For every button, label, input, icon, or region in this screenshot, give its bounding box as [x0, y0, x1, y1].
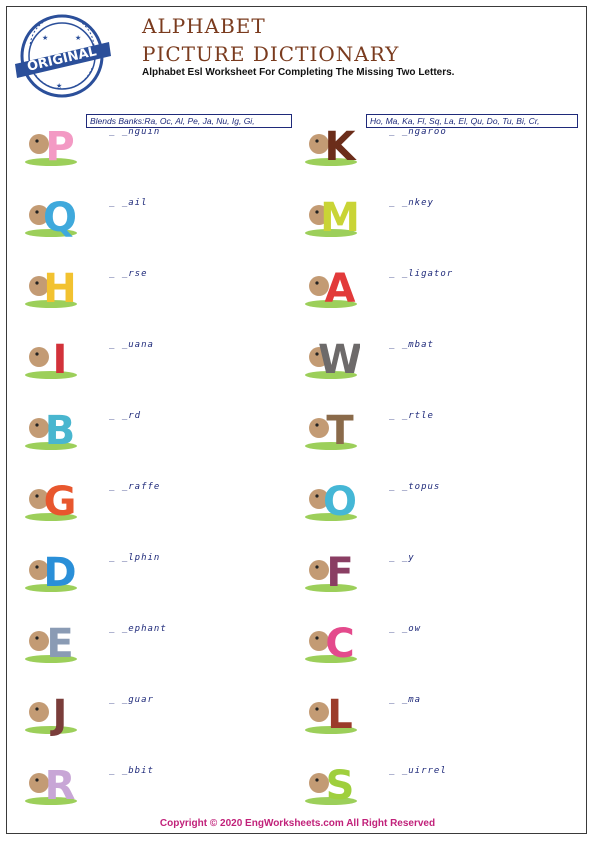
svg-text:Q: Q [42, 195, 78, 239]
svg-text:I: I [52, 337, 68, 381]
dictionary-entry [22, 536, 252, 594]
svg-text:B: B [44, 408, 76, 452]
dictionary-entry [22, 749, 252, 807]
missing-letters-word: _ _raffe [109, 482, 161, 492]
missing-letters-word: _ _bbit [109, 766, 154, 776]
missing-letters-word: _ _ma [389, 695, 422, 705]
animal-letter-picture [302, 181, 360, 239]
dictionary-entry [22, 181, 252, 239]
dictionary-entry [22, 607, 252, 665]
blends-bank-right: Ho, Ma, Ka, Fl, Sq, La, El, Qu, Do, Tu, Bi, Cr, [366, 114, 578, 128]
dictionary-entry [302, 465, 532, 523]
animal-letter-picture [22, 465, 80, 523]
dictionary-entry [22, 110, 252, 168]
svg-text:J: J [52, 692, 68, 736]
animal-letter-picture [22, 749, 80, 807]
copyright-footer: Copyright © 2020 EngWorksheets.com All Right Reserved [159, 818, 436, 829]
animal-letter-picture [302, 465, 360, 523]
svg-text:G: G [43, 479, 77, 523]
animal-letter-picture [302, 394, 360, 452]
dictionary-entry [302, 678, 532, 736]
animal-letter-picture [302, 678, 360, 736]
missing-letters-word: _ _nkey [389, 198, 434, 208]
animal-letter-picture [22, 536, 80, 594]
svg-text:T: T [326, 408, 354, 452]
dictionary-entry [302, 181, 532, 239]
dictionary-entry [302, 252, 532, 310]
svg-text:W: W [317, 337, 360, 381]
dictionary-entry [22, 252, 252, 310]
dictionary-entry [22, 323, 252, 381]
animal-letter-picture [302, 110, 360, 168]
missing-letters-word: _ _lphin [109, 553, 161, 563]
dictionary-entry [302, 536, 532, 594]
missing-letters-word: _ _guar [109, 695, 154, 705]
svg-text:H: H [43, 266, 77, 310]
dictionary-entry [302, 323, 532, 381]
title-picture-dictionary: PICTURE DICTIONARY [142, 42, 400, 66]
missing-letters-word: _ _rtle [389, 411, 434, 421]
animal-letter-picture [302, 607, 360, 665]
blends-bank-left: Blends Banks:Ra, Oc, Al, Pe, Ja, Nu, Ig, Gi, [86, 114, 292, 128]
svg-text:P: P [45, 124, 75, 168]
animal-letter-picture [302, 749, 360, 807]
animal-letter-picture [22, 323, 80, 381]
dictionary-entry [22, 465, 252, 523]
missing-letters-word: _ _mbat [389, 340, 434, 350]
missing-letters-word: _ _ail [109, 198, 148, 208]
svg-text:S: S [325, 763, 355, 807]
svg-text:★: ★ [42, 34, 49, 42]
dictionary-entry [302, 110, 532, 168]
svg-text:D: D [43, 550, 77, 594]
missing-letters-word: _ _ow [389, 624, 422, 634]
missing-letters-word: _ _rd [109, 411, 142, 421]
svg-text:★: ★ [56, 82, 63, 90]
missing-letters-word: _ _uana [109, 340, 154, 350]
dictionary-entry [22, 678, 252, 736]
svg-text:A: A [324, 266, 356, 310]
missing-letters-word: _ _ligator [389, 269, 454, 279]
svg-text:★: ★ [75, 34, 82, 42]
animal-letter-picture [302, 252, 360, 310]
animal-letter-picture [22, 394, 80, 452]
missing-letters-word: _ _uirrel [389, 766, 447, 776]
dictionary-entry [302, 749, 532, 807]
animal-letter-picture [302, 536, 360, 594]
svg-text:C: C [325, 621, 355, 665]
title-alphabet: ALPHABET [142, 14, 266, 38]
missing-letters-word: _ _y [389, 553, 415, 563]
svg-text:M: M [320, 195, 360, 239]
animal-letter-picture [22, 252, 80, 310]
svg-text:K: K [324, 124, 356, 168]
svg-text:O: O [322, 479, 358, 523]
animal-letter-picture [22, 110, 80, 168]
dictionary-entry [22, 394, 252, 452]
dictionary-entry [302, 607, 532, 665]
missing-letters-word: _ _nguin [109, 127, 161, 137]
svg-text:E: E [46, 621, 74, 665]
animal-letter-picture [22, 607, 80, 665]
missing-letters-word: _ _rse [109, 269, 148, 279]
svg-text:R: R [44, 763, 76, 807]
original-stamp-logo [12, 12, 112, 100]
svg-text:L: L [327, 692, 353, 736]
missing-letters-word: _ _ngaroo [389, 127, 447, 137]
worksheet-subtitle: Alphabet Esl Worksheet For Completing The Missing Two Letters. [142, 67, 455, 78]
svg-text:F: F [326, 550, 354, 594]
animal-letter-picture [302, 323, 360, 381]
missing-letters-word: _ _ephant [109, 624, 167, 634]
missing-letters-word: _ _topus [389, 482, 441, 492]
animal-letter-picture [22, 678, 80, 736]
animal-letter-picture [22, 181, 80, 239]
dictionary-entry [302, 394, 532, 452]
svg-text:ORIGINAL: ORIGINAL [25, 44, 98, 75]
